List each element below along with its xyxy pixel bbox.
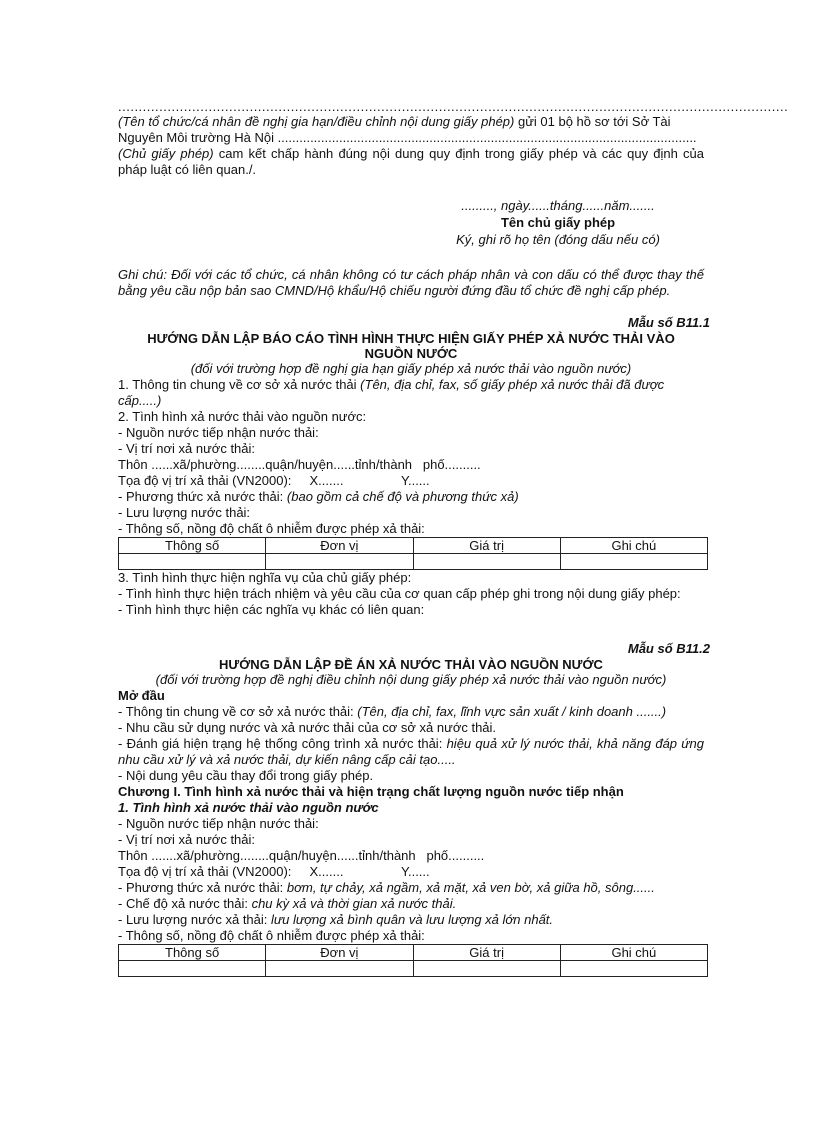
discharge-method: - Phương thức xả nước thải: bơm, tự chảy, xả ngầm, xả mặt, xả ven bờ, xả giữa hồ, sông...... [118,880,655,895]
table-header-row [119,945,708,961]
receiving-source: - Nguồn nước tiếp nhận nước thải: [118,425,319,440]
wastewater-flow: - Lưu lượng nước thải: [118,505,251,520]
signature-block [448,197,668,248]
form-subtitle-b11-2: (đối với trường hợp đề nghị điều chỉnh nội dung giấy phép xả nước thải vào nguồn nước) [155,672,667,687]
section-1: 1. Thông tin chung về cơ sở xả nước thải (Tên, địa chỉ, fax, số giấy phép xả nước thải đã được cấp.....) [118,377,665,408]
intro-system-assessment: - Đánh giá hiện trạng hệ thống công trình xả nước thải: hiệu quả xử lý nước thải, khả năng đáp ứng nhu cầu xử lý và xả nước thải, dự kiến nâng cấp cải tạo..... [118,736,705,767]
introduction-heading: Mở đầu [118,688,165,703]
signature-note: Ký, ghi rõ họ tên (đóng dấu nếu có) [456,232,660,247]
signature-title: Tên chủ giấy phép [500,215,616,230]
other-obligations: - Tình hình thực hiện các nghĩa vụ khác có liên quan: [118,602,425,617]
coordinates-line: Tọa độ vị trí xả thải (VN2000): X....... Y...... [118,473,430,488]
table-row [119,961,708,977]
table-header: Giá trị [413,945,560,961]
form-number-b11-2: Mẫu số B11.2 [627,641,710,656]
table-header: Thông số [119,538,266,554]
submitter-placeholder: (Tên tổ chức/cá nhân đề nghị gia hạn/điều chỉnh nội dung giấy phép) [118,114,515,129]
document-page [118,99,789,977]
address-line: Thôn .......xã/phường........quận/huyện......tỉnh/thành phố.......... [118,848,485,863]
table-row [119,554,708,570]
discharge-location: - Vị trí nơi xả nước thải: [118,441,256,456]
intro-change-request: - Nội dung yêu cầu thay đổi trong giấy phép. [118,768,374,783]
section-1-heading: 1. Tình hình xả nước thải vào nguồn nước [118,800,379,815]
pollutant-parameters: - Thông số, nồng độ chất ô nhiễm được phép xả thải: [118,521,425,536]
signature-date: ........., ngày......tháng......năm....... [461,198,655,213]
address-line: Thôn ......xã/phường........quận/huyện......tỉnh/thành phố.......... [118,457,481,472]
discharge-location: - Vị trí nơi xả nước thải: [118,832,256,847]
footnote: Ghi chú: Đối với các tổ chức, cá nhân không có tư cách pháp nhân và con dấu có thể được thay thế bằng yêu cầu nộp bản sao CMND/Hộ khẩu/Hộ chiếu người đứng đầu tổ chức đề nghị cấp phép. [118,267,704,298]
table-header: Đơn vị [266,945,413,961]
submission-paragraph: (Tên tổ chức/cá nhân đề nghị gia hạn/điều chỉnh nội dung giấy phép) gửi 01 bộ hồ sơ tới Sở Tài Nguyên Môi trường Hà Nội .................................................................................................................... [118,114,697,145]
discharge-flow: - Lưu lượng nước xả thải: lưu lượng xả bình quân và lưu lượng xả lớn nhất. [118,912,554,927]
table-header: Ghi chú [560,538,707,554]
form-subtitle-b11-1: (đối với trường hợp đề nghị gia hạn giấy phép xả nước thải vào nguồn nước) [190,361,632,376]
intro-general-info: - Thông tin chung về cơ sở xả nước thải: (Tên, địa chỉ, fax, lĩnh vực sản xuất / kinh doanh .......) [118,704,667,719]
section-3: 3. Tình hình thực hiện nghĩa vụ của chủ giấy phép: [118,570,412,585]
chapter-1-heading: Chương I. Tình hình xả nước thải và hiện trạng chất lượng nguồn nước tiếp nhận [118,784,624,799]
license-holder-placeholder: (Chủ giấy phép) [118,146,214,161]
table-header: Ghi chú [560,945,707,961]
parameters-table-b11-2 [118,944,708,977]
pollutant-parameters: - Thông số, nồng độ chất ô nhiễm được phép xả thải: [118,928,425,943]
form-title-b11-1: HƯỚNG DẪN LẬP BÁO CÁO TÌNH HÌNH THỰC HIỆN GIẤY PHÉP XẢ NƯỚC THẢI VÀO NGUỒN NƯỚC [147,331,675,361]
form-title-b11-2: HƯỚNG DẪN LẬP ĐỀ ÁN XẢ NƯỚC THẢI VÀO NGUỒN NƯỚC [219,657,603,672]
section-2: 2. Tình hình xả nước thải vào nguồn nước: [118,409,367,424]
intro-water-demand: - Nhu cầu sử dụng nước và xả nước thải của cơ sở xả nước thải. [118,720,497,735]
table-header: Đơn vị [266,538,413,554]
discharge-regime: - Chế độ xả nước thải: chu kỳ xả và thời gian xả nước thải. [118,896,457,911]
discharge-method: - Phương thức xả nước thải: (bao gồm cả chế độ và phương thức xả) [118,489,519,504]
parameters-table-b11-1 [118,537,708,570]
responsibility-status: - Tình hình thực hiện trách nhiệm và yêu cầu của cơ quan cấp phép ghi trong nội dung giấy phép: [118,586,681,601]
coordinates-line: Tọa độ vị trí xả thải (VN2000): X....... Y...... [118,864,430,879]
receiving-source: - Nguồn nước tiếp nhận nước thải: [118,816,319,831]
table-header-row [119,538,708,554]
dotted-line: ................................................................................................................................................................... [118,99,789,114]
commitment-paragraph: (Chủ giấy phép) cam kết chấp hành đúng nội dung quy định trong giấy phép và các quy định của pháp luật có liên quan./. [118,146,704,177]
table-header: Giá trị [413,538,560,554]
table-header: Thông số [119,945,266,961]
form-number-b11-1: Mẫu số B11.1 [627,315,710,330]
